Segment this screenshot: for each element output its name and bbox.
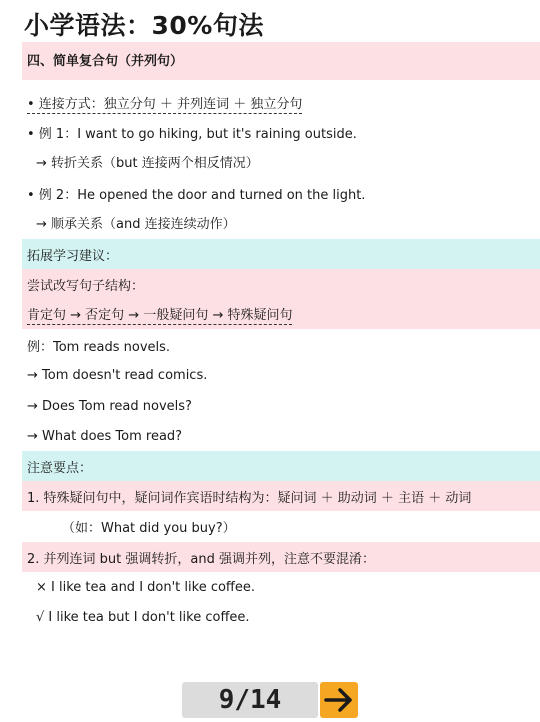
arrow-right-icon <box>324 687 354 713</box>
rewrite-step: → What does Tom read? <box>27 428 183 444</box>
rewrite-example: 例：Tom reads novels. <box>27 339 171 355</box>
note-2: 2. 并列连词 but 强调转折，and 强调并列，注意不要混淆： <box>22 542 540 572</box>
example-2: • 例 2：He opened the door and turned on the light. <box>27 187 366 203</box>
rewrite-step: → Tom doesn't read comics. <box>27 367 208 383</box>
rewrite-chain-row <box>22 299 540 329</box>
rewrite-chain: 肯定句 → 否定句 → 一般疑问句 → 特殊疑问句 <box>27 304 292 325</box>
note-1: 1. 特殊疑问句中，疑问词作宾语时结构为：疑问词 ＋ 助动词 ＋ 主语 ＋ 动词 <box>22 481 540 511</box>
note-2-right-example: √ I like tea but I don't like coffee. <box>36 609 250 625</box>
example-1-note: → 转折关系（but 连接两个相反情况） <box>36 155 259 171</box>
note-1-example: （如：What did you buy?） <box>62 520 236 536</box>
section-heading: 四、简单复合句（并列句） <box>22 42 540 80</box>
next-page-button[interactable] <box>320 682 358 718</box>
rewrite-heading: 尝试改写句子结构： <box>22 269 540 299</box>
structure-text: • 连接方式：独立分句 ＋ 并列连词 ＋ 独立分句 <box>27 93 302 114</box>
page-indicator: 9/14 <box>182 682 318 718</box>
page-title: 小学语法：30%句法 <box>24 11 264 40</box>
extension-heading: 拓展学习建议： <box>22 239 540 269</box>
structure-line <box>22 88 540 118</box>
example-2-note: → 顺承关系（and 连接连续动作） <box>36 216 236 232</box>
example-1: • 例 1：I want to go hiking, but it's raining outside. <box>27 126 357 142</box>
notes-heading: 注意要点： <box>22 451 540 481</box>
rewrite-step: → Does Tom read novels? <box>27 398 192 414</box>
note-2-wrong-example: × I like tea and I don't like coffee. <box>36 579 256 595</box>
